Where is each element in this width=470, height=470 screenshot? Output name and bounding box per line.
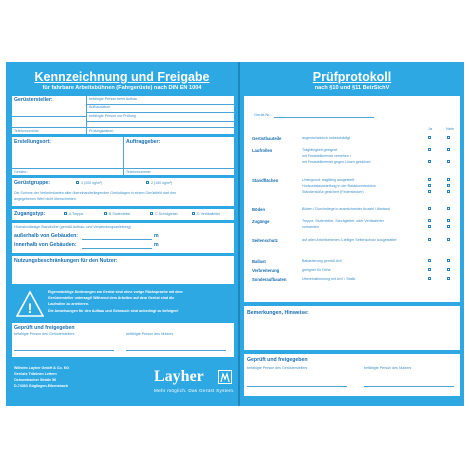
- approval-label: Geprüft und freigegeben: [14, 325, 75, 331]
- checklist-item-text: vorhanden: [302, 225, 319, 229]
- group-note-2: angegebenen Wert nicht überschreiten.: [14, 197, 77, 201]
- checklist-item-text: Übereinstimmung mit AvV / Statik: [302, 277, 356, 281]
- left-subtitle: für fahrbare Arbeitsbühnen (Fahrgerüste) nach DIN EN 1004: [42, 85, 202, 91]
- erector-label: Gerüstersteller:: [14, 97, 53, 103]
- yes-column-header: Ja: [428, 126, 433, 131]
- checklist-no-checkbox[interactable]: [447, 207, 450, 210]
- checklist-no-checkbox[interactable]: [447, 268, 450, 271]
- checklist-yes-checkbox[interactable]: [428, 219, 431, 222]
- checklist-category: Standflächen: [252, 178, 279, 183]
- usage-restrictions-label: Nutzungsbeschränkungen für den Nutzer:: [14, 258, 118, 264]
- checklist-no-checkbox[interactable]: [447, 225, 450, 228]
- checklist-category: Gerüstbauteile: [252, 136, 282, 141]
- access-a-checkbox[interactable]: [64, 212, 67, 215]
- checklist-item-text: Untergrund: tragfähig ausgesteift: [302, 178, 355, 182]
- group-2-checkbox[interactable]: [146, 181, 149, 184]
- erector-hint-4: Prüfungsdatum: [89, 129, 114, 133]
- access-a-option: A Treppe: [69, 212, 84, 216]
- checklist-yes-checkbox[interactable]: [428, 238, 431, 241]
- location-label: Erstellungsort:: [14, 139, 51, 145]
- checklist-yes-checkbox[interactable]: [428, 160, 431, 163]
- checklist-yes-checkbox[interactable]: [428, 268, 431, 271]
- group-3-checkbox[interactable]: [76, 181, 79, 184]
- access-b-option: B Stufenleiter: [109, 212, 131, 216]
- checklist-item-text: Horizontalaussteifung in der Basiskonstruktion: [302, 184, 376, 188]
- device-number-label: Gerätnr.:: [14, 170, 28, 174]
- checklist-item-text: mit Feststellbremse versehen /: [302, 154, 351, 158]
- checklist-no-checkbox[interactable]: [447, 219, 450, 222]
- checklist-category: Zugänge: [252, 219, 270, 224]
- checklist-category: Seitenschutz: [252, 238, 278, 243]
- device-number-label-right: Gerät-Nr.:: [254, 112, 272, 117]
- checklist-item-text: auf allen Arbeitsebenen 3-teiliger Seitenschutz ausgestattet: [302, 238, 397, 242]
- company-line-3: Ochsenbacher Straße 56: [14, 378, 57, 382]
- checklist-category: Verbreiterung: [252, 268, 280, 273]
- warning-line-2: Gerüstersteller untersagt! Während dem Arbeiten auf dem Gerüst sind die: [48, 296, 175, 300]
- access-d-checkbox[interactable]: [192, 212, 195, 215]
- erector-box: [12, 96, 234, 134]
- access-c-checkbox[interactable]: [150, 212, 153, 215]
- checklist-item-text: augenscheinlich unbeschädigt: [302, 136, 351, 140]
- checklist-yes-checkbox[interactable]: [428, 277, 431, 280]
- checklist-category: Ballast: [252, 259, 266, 264]
- group-note-1: Die Summe der Verkehrslasten aller übereinanderliegenden Gerüstlagen in einem Gerüstfeld darf den: [14, 191, 177, 195]
- checklist-yes-checkbox[interactable]: [428, 178, 431, 181]
- left-panel: [6, 62, 238, 406]
- checklist-yes-checkbox[interactable]: [428, 259, 431, 262]
- approval-box-right: [244, 354, 460, 396]
- checklist-no-checkbox[interactable]: [447, 184, 450, 187]
- checklist-item-text: geeignet für Höhe: [302, 268, 331, 272]
- approval-sig1-label: befähigte Person des Gerüsterstellers: [14, 332, 75, 336]
- warning-line-3: Laufrollen zu arretieren.: [48, 302, 89, 306]
- svg-text:!: !: [27, 300, 33, 316]
- left-title: Kennzeichnung und Freigabe: [34, 70, 210, 84]
- checklist-yes-checkbox[interactable]: [428, 184, 431, 187]
- no-column-header: Nein: [446, 126, 455, 131]
- checklist-no-checkbox[interactable]: [447, 238, 450, 241]
- access-d-option: D Vertikalleiter: [197, 212, 221, 216]
- checklist-item-text: Ständerstöße gesichert (Federstecker): [302, 190, 364, 194]
- checklist-yes-checkbox[interactable]: [428, 207, 431, 210]
- right-subtitle: nach §10 und §11 BetrSichV: [314, 85, 390, 91]
- erector-hint-1: befähigte Person beim Aufbau: [89, 97, 138, 101]
- checklist-category: Laufrollen: [252, 148, 273, 153]
- group-2-option: 2 (150 kg/m²): [151, 181, 173, 185]
- approval-label-right: Geprüft und freigegeben: [247, 357, 308, 363]
- layher-logo-text: Layher: [154, 368, 204, 385]
- checklist-no-checkbox[interactable]: [447, 190, 450, 193]
- height-inside-label: innerhalb von Gebäuden:: [14, 242, 77, 248]
- height-hint: Höchstzulässige Standhöhe (gemäß Aufbau- und Verwendungsanleitung): [14, 225, 131, 229]
- checklist-no-checkbox[interactable]: [447, 277, 450, 280]
- checklist-item-text: mit Feststellbremse gegen Lösen gesichert: [302, 160, 371, 164]
- approval-sig2-label-right: befähigte Person des Nutzers: [364, 366, 412, 370]
- checklist-yes-checkbox[interactable]: [428, 225, 431, 228]
- checklist-no-checkbox[interactable]: [447, 148, 450, 151]
- approval-box: [12, 323, 234, 357]
- checklist-category: Sonderaufbauten: [252, 277, 287, 282]
- checklist-item-text: Böden / Durchstiege in ausreichender Anzahl / Abstand: [302, 207, 390, 211]
- checklist-item-text: Tragfähigkeit geeignet: [302, 148, 338, 152]
- checklist-box: [244, 96, 460, 302]
- warning-line-4: Die Anweisungen für den Aufbau und Gebrauch sind unbedingt zu befolgen!: [48, 309, 179, 313]
- access-b-checkbox[interactable]: [104, 212, 107, 215]
- checklist-item-text: Ballastierung gemäß AvV: [302, 259, 343, 263]
- location-client-box: [12, 137, 234, 175]
- right-panel: [240, 62, 464, 406]
- approval-sig2-label: befähigte Person des Nutzers: [126, 332, 174, 336]
- scaffold-group-label: Gerüstgruppe:: [14, 180, 51, 186]
- client-phone-label: Telefonnummer: [126, 170, 151, 174]
- company-line-4: D-74363 Güglingen-Eibensbach: [14, 384, 68, 388]
- checklist-no-checkbox[interactable]: [447, 178, 450, 181]
- layher-emblem-icon: [218, 370, 232, 384]
- checklist-category: Böden: [252, 207, 266, 212]
- erector-phone-label: Telefonnummer: [14, 129, 39, 133]
- checklist-no-checkbox[interactable]: [447, 160, 450, 163]
- group-3-option: 3 (200 kg/m²): [81, 181, 103, 185]
- checklist-yes-checkbox[interactable]: [428, 136, 431, 139]
- access-type-label: Zugangstyp:: [14, 211, 46, 217]
- right-title: Prüfprotokoll: [312, 70, 392, 84]
- approval-sig1-label-right: befähigte Person des Gerüsterstellers: [247, 366, 308, 370]
- height-outside-label: außerhalb von Gebäuden:: [14, 233, 78, 239]
- checklist-yes-checkbox[interactable]: [428, 190, 431, 193]
- checklist-no-checkbox[interactable]: [447, 259, 450, 262]
- remarks-box: [244, 306, 460, 350]
- checklist-item-text: Treppe, Stufenleiter, Schrägleiter, oder Vertikalleiter: [302, 219, 384, 223]
- company-line-1: Wilhelm Layher GmbH & Co. KG: [14, 366, 70, 370]
- access-c-option: C Schrägleiter: [155, 212, 178, 216]
- scaffold-group-box: [12, 178, 234, 206]
- erector-hint-2: Aufbaudatum: [89, 105, 111, 109]
- height-inside-unit: m: [154, 242, 159, 248]
- height-outside-unit: m: [154, 233, 159, 239]
- checklist-yes-checkbox[interactable]: [428, 148, 431, 151]
- company-line-2: Gerüste Tribünen Leitern: [14, 372, 57, 376]
- layher-slogan: Mehr möglich. Das Gerüst System.: [154, 388, 235, 393]
- warning-line-1: Eigenmächtige Änderungen am Gerüst sind ohne vorige Rücksprache mit dem: [48, 290, 183, 294]
- remarks-label: Bemerkungen, Hinweise:: [247, 310, 309, 316]
- inspection-tag-sheet: [6, 62, 464, 406]
- checklist-no-checkbox[interactable]: [447, 136, 450, 139]
- erector-hint-3: befähigte Person zur Prüfung: [89, 114, 136, 118]
- client-label: Auftraggeber:: [126, 139, 161, 145]
- usage-restrictions-box: [12, 256, 234, 284]
- access-type-box: [12, 209, 234, 220]
- warning-icon: [16, 290, 44, 318]
- standing-height-box: [12, 223, 234, 253]
